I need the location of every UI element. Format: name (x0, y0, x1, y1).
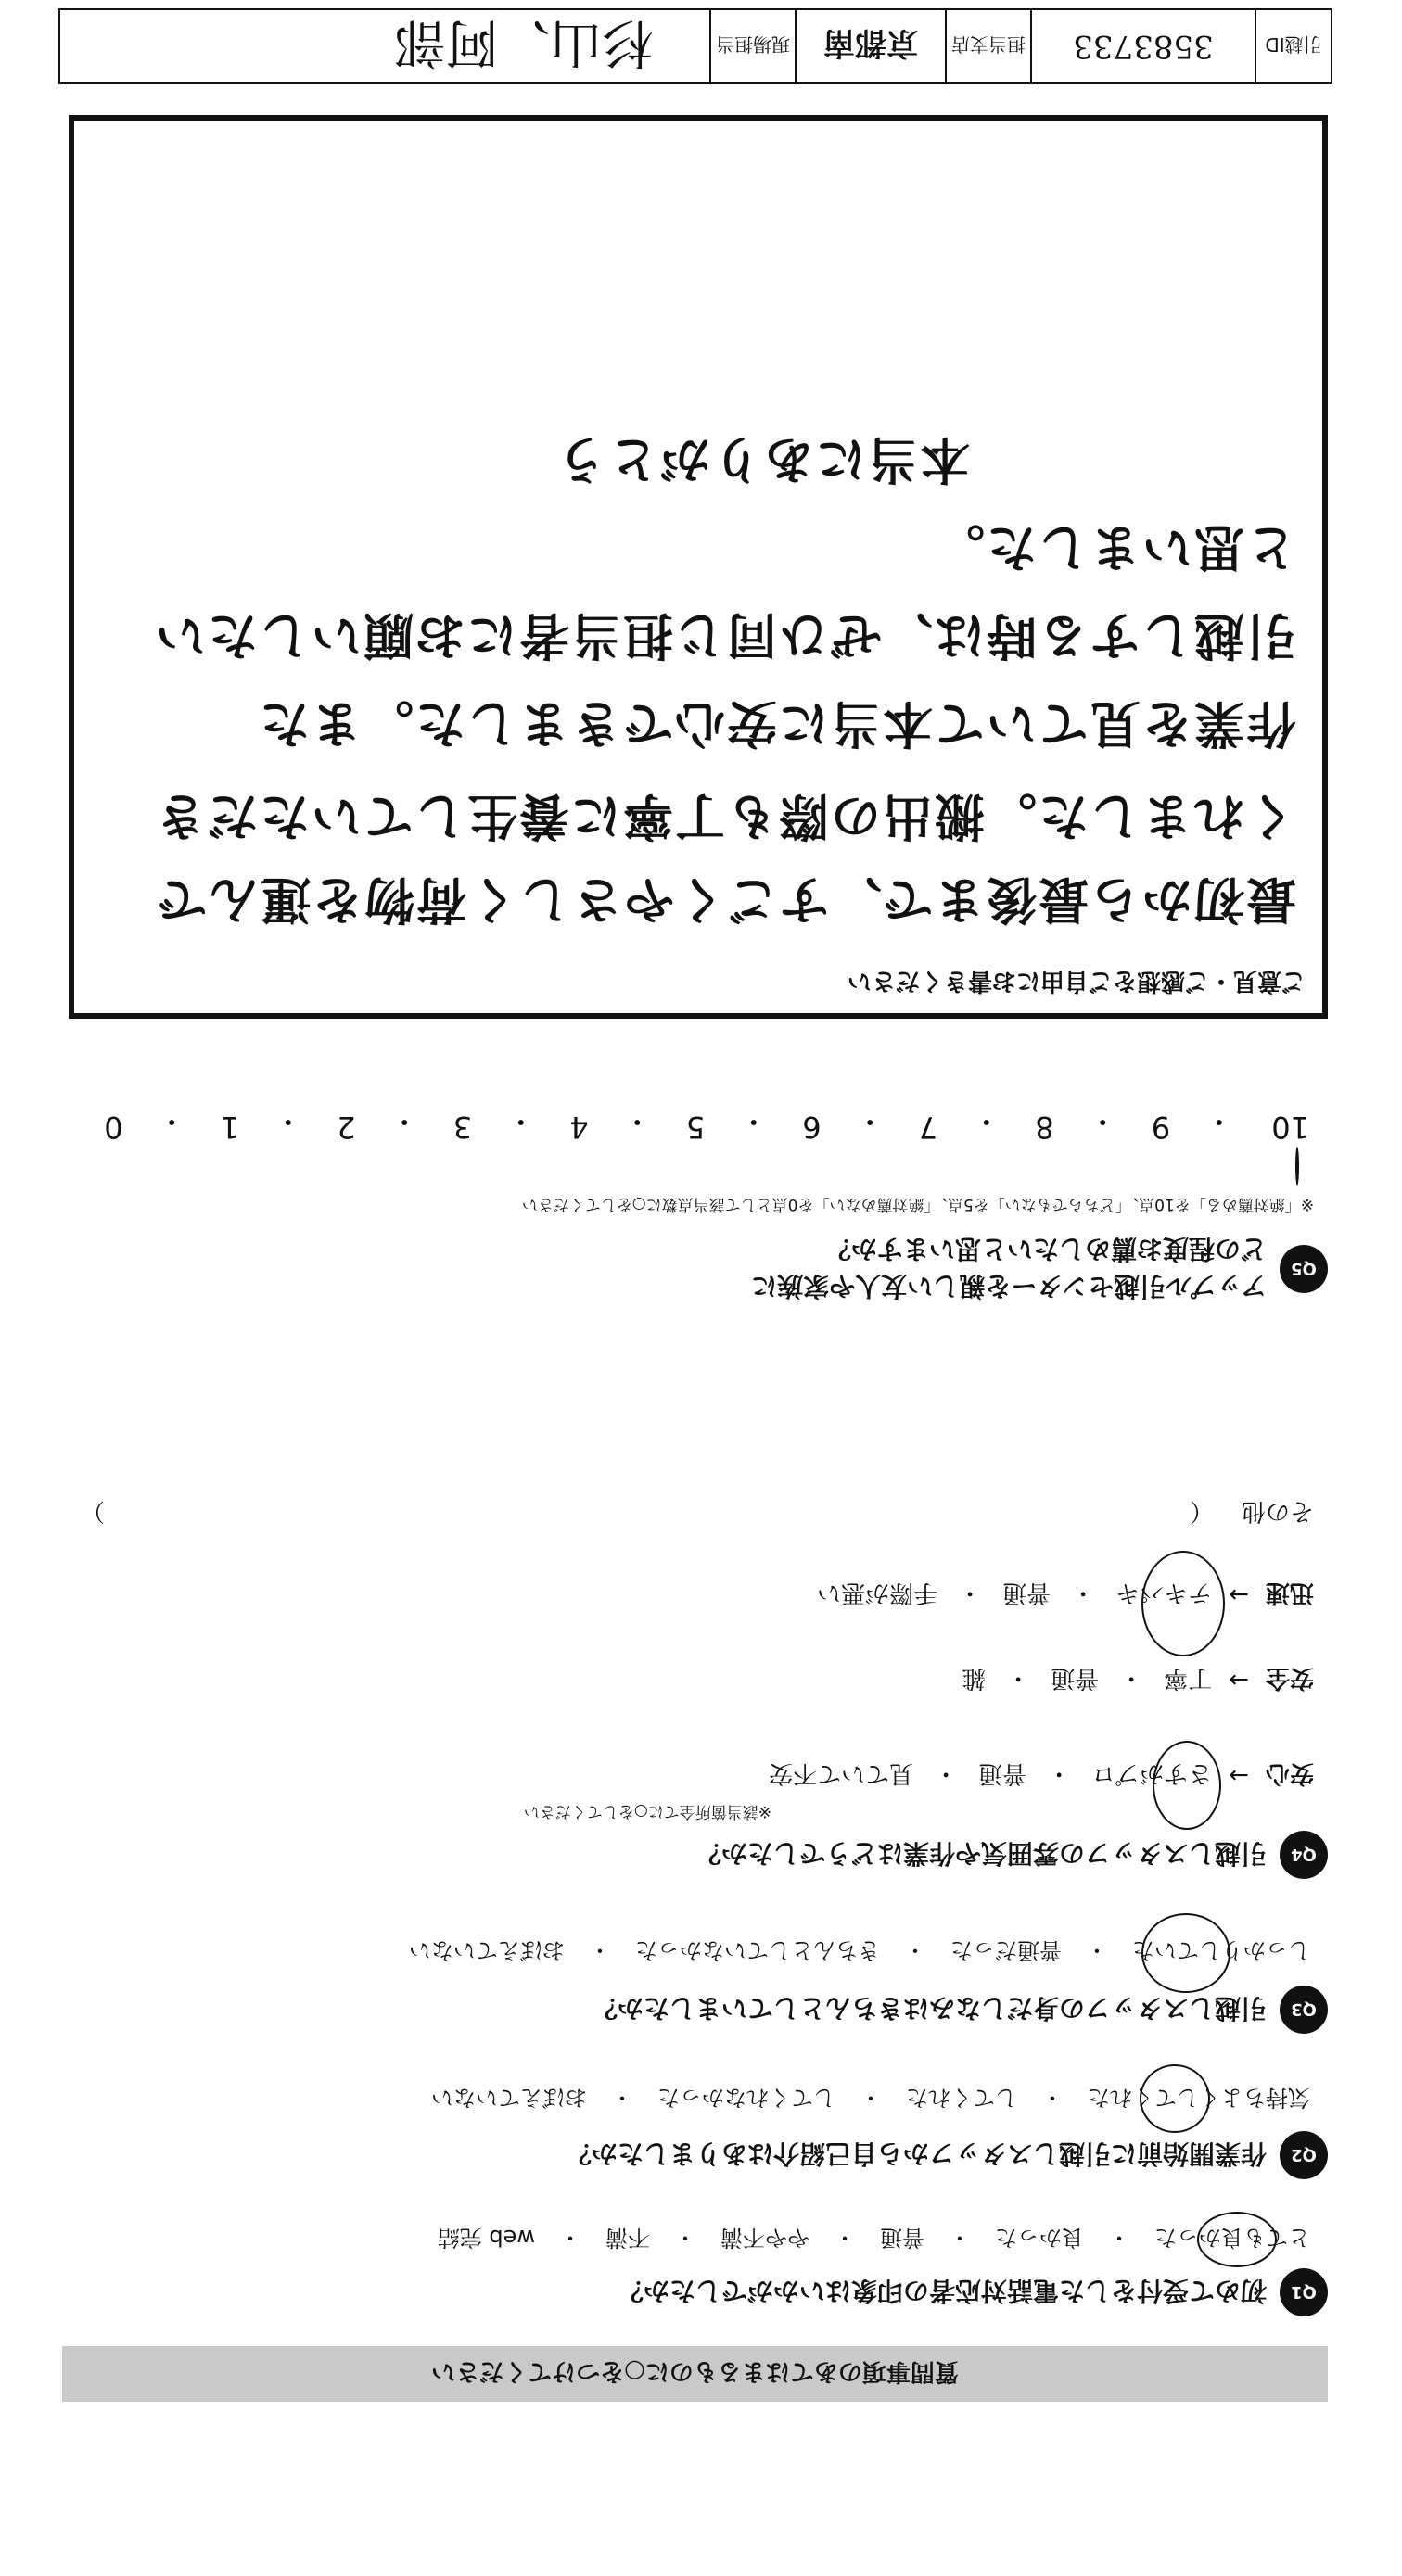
q1-option[interactable]: web 完結 (437, 2225, 535, 2251)
comment-line: 作業を見ていて本当に安心できました。また (258, 694, 1296, 754)
question-4 (122, 1831, 1328, 1879)
staff-value: 杉山、阿部 (394, 12, 654, 72)
question-2 (122, 2131, 1328, 2179)
q1-option[interactable]: 不満 (605, 2225, 650, 2251)
q2-option[interactable]: してくれなかった (657, 2085, 835, 2111)
q4-row-label: 安全 (1265, 1664, 1314, 1692)
q3-option[interactable]: きちんとしていなかった (635, 1937, 880, 1963)
scale-0[interactable]: 0 (104, 1110, 123, 1145)
q3-text: 引越しスタッフの身だしなみはきちんとしていましたか？ (591, 1993, 1267, 2024)
q4-option[interactable]: さすがプロ (1091, 1758, 1212, 1793)
branch-value: 京都南 (795, 10, 945, 82)
q3-options: しっかりしていた ・ 普通だった ・ きちんとしていなかった ・ おぼえていない (81, 1936, 1314, 1969)
id-label: 引越ID (1255, 10, 1331, 82)
selection-circle (1140, 2064, 1210, 2133)
q4-option[interactable]: 普通 (1002, 1579, 1052, 1606)
instruction-text: 質問事項のあてはまるものに○をつけてください (431, 2357, 959, 2386)
comment-line: くれました。搬出の際も丁寧に養生していただき (154, 787, 1296, 846)
comment-line: 引越しする時は、ぜひ同じ担当者にお願いしたい (154, 606, 1296, 666)
q3-option[interactable]: 普通だった (950, 1937, 1062, 1963)
scale-9[interactable]: 9 (1151, 1110, 1171, 1145)
scale-6[interactable]: 6 (802, 1110, 822, 1145)
q4-note: ※該当箇所全てに○をしてください (523, 1802, 771, 1821)
q2-text: 作業開始前に引越しスタッフから自己紹介はありましたか？ (565, 2138, 1267, 2169)
q4-row-label: 安心 (1265, 1759, 1314, 1787)
comments-title: ご意見・ご感想をご自由にお書きください (847, 967, 1306, 995)
q2-option[interactable]: してくれた (906, 2085, 1017, 2111)
q4-option[interactable]: 普通 (978, 1759, 1027, 1787)
scale-10[interactable]: 10 (1268, 1102, 1309, 1145)
q4-other-label: その他 (1241, 1497, 1314, 1525)
selection-circle (1295, 1147, 1299, 1186)
scale-4[interactable]: 4 (569, 1110, 589, 1145)
header-strip (58, 8, 1332, 84)
q4-other: その他 （ ） (81, 1496, 1314, 1530)
instruction-bar (62, 2346, 1328, 2402)
id-value: 3583733 (1030, 10, 1255, 82)
q1-options: とても良かった ・ 良かった ・ 普通 ・ やや不満 ・ 不満 ・ web 完結 (81, 2224, 1314, 2256)
q1-option[interactable]: とても良かった (1151, 2224, 1314, 2256)
scale-8[interactable]: 8 (1035, 1110, 1054, 1145)
question-1 (122, 2268, 1328, 2316)
q1-option[interactable]: 普通 (880, 2225, 924, 2251)
question-5 (122, 1232, 1328, 1306)
q4-option[interactable]: 普通 (1051, 1664, 1100, 1692)
q4-option[interactable]: テキパキ (1115, 1578, 1212, 1612)
q4-option[interactable]: 丁寧 (1164, 1664, 1213, 1692)
scale-2[interactable]: 2 (337, 1110, 356, 1145)
q2-option[interactable]: おぼえていない (431, 2085, 587, 2111)
q4-option[interactable]: 手際が悪い (817, 1579, 938, 1606)
q5-badge: Q5 (1280, 1245, 1328, 1293)
scale-5[interactable]: 5 (685, 1110, 706, 1145)
q4-row-label: 迅速 (1265, 1579, 1314, 1606)
q4-option[interactable]: 雑 (962, 1664, 987, 1692)
q1-option[interactable]: やや不満 (720, 2225, 809, 2251)
q1-badge: Q1 (1280, 2268, 1328, 2316)
q5-scale: 10 ・ 9 ・ 8 ・ 7 ・ 6 ・ 5 ・ 4 ・ 3 ・ 2 ・ 1 ・ 0 (104, 1102, 1309, 1145)
comment-line: と思いました。 (933, 518, 1296, 577)
q4-badge: Q4 (1280, 1831, 1328, 1879)
q4-row-jinsoku: 迅速 → テキパキ ・ 普通 ・ 手際が悪い (817, 1578, 1314, 1612)
q5-text-line1: アップル引越センターを親しい友人や家族に (751, 1271, 1267, 1301)
q1-option[interactable]: 良かった (995, 2225, 1084, 2251)
comment-line: 本当にありがとう (554, 430, 970, 489)
selection-circle (1197, 2212, 1277, 2267)
q2-option[interactable]: 気持ちよくしてくれた (1084, 2084, 1314, 2116)
q4-text: 引越しスタッフの雰囲気や作業はどうでしたか？ (695, 1838, 1267, 1869)
q1-text: 初めて受付をした電話対応者の印象はいかがでしたか？ (617, 2276, 1267, 2306)
q5-text-line2: どの程度お薦めしたいと思いますか？ (824, 1234, 1267, 1264)
scale-7[interactable]: 7 (918, 1110, 938, 1145)
q2-options: 気持ちよくしてくれた ・ してくれた ・ してくれなかった ・ おぼえていない (81, 2084, 1314, 2116)
branch-label: 担当支店 (945, 10, 1030, 82)
q3-option[interactable]: おぼえていない (409, 1937, 565, 1963)
q5-note: ※「絶対薦める」を10点、「どちらでもない」を5点、「絶対薦めない」を0点として該当点数に○をしてください (521, 1195, 1314, 1213)
q2-badge: Q2 (1280, 2131, 1328, 2179)
staff-label: 現場担当 (709, 10, 795, 82)
question-3 (122, 1986, 1328, 2034)
q4-row-anzen: 安全 → 丁寧 ・ 普通 ・ 雑 (962, 1663, 1314, 1697)
comment-line: 最初から最後まで、すごくやさしく荷物を運んで (155, 870, 1296, 930)
selection-circle (1153, 1741, 1221, 1830)
scale-1[interactable]: 1 (220, 1110, 240, 1145)
scale-3[interactable]: 3 (452, 1110, 473, 1145)
selection-circle (1141, 1551, 1225, 1656)
comments-box[interactable] (69, 115, 1328, 1019)
selection-circle (1141, 1913, 1230, 1993)
q3-badge: Q3 (1280, 1986, 1328, 2034)
q3-option[interactable]: しっかりしていた (1128, 1936, 1314, 1969)
q4-option[interactable]: 見ていて不安 (769, 1759, 914, 1787)
q4-row-anshin: 安心 → さすがプロ ・ 普通 ・ 見ていて不安 (769, 1758, 1314, 1793)
